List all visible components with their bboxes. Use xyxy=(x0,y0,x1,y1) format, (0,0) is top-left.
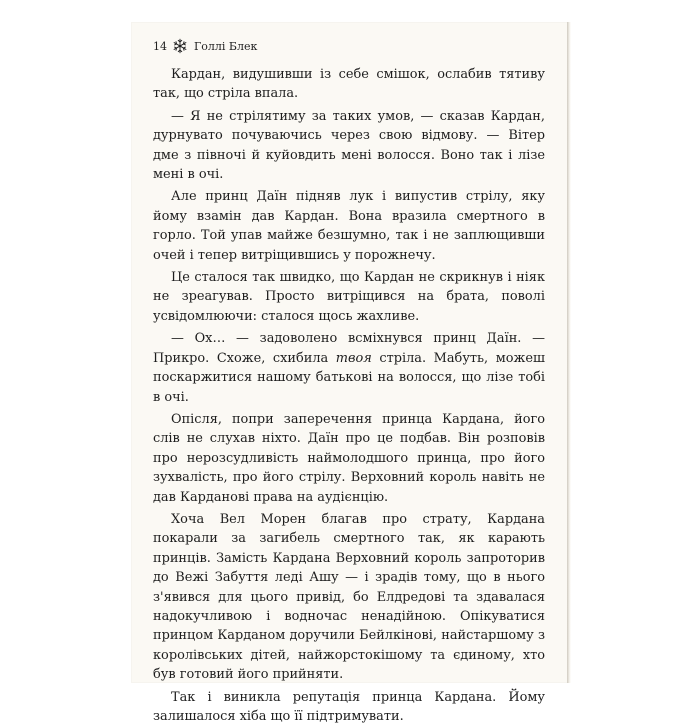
snowflake-icon xyxy=(172,38,188,54)
paragraph: Хоча Вел Морен благав про страту, Кардана покарали за загибель смертного так, як карають принців. Замість Кардана Верховний король запроторив до Вежі Забуття леді Ашу — і зрадів тому, що в нього з'явився для цього привід, бо Елдредові та здавалася надокучливою і водночас ненадійною. Опікуватися принцом Карданом доручили Бейлкінові, найстаршому з королівських дітей, найжорстокішому та єдиному, хто був готовий його прийняти. xyxy=(153,511,545,683)
paragraph-text: стріла. Мабуть, можеш поскаржитися нашому батькові на волосся, що лізе тобі в очі. xyxy=(153,350,545,405)
paragraph xyxy=(153,329,545,407)
body-text xyxy=(153,65,545,726)
paragraph: Але принц Даїн підняв лук і випустив стрілу, яку йому взамін дав Кардан. Вона вразила смертного в горло. Той упав майже безшумно, так і не заплющивши очей і тепер витріщившись у порожнечу. xyxy=(153,189,545,263)
paragraph-text: — Ох… — задоволено всміхнувся принц Даїн. — Прикро. Схоже, схибила xyxy=(153,331,545,366)
emphasized-word: твоя xyxy=(335,350,372,366)
author-name: Голлі Блек xyxy=(194,39,258,53)
paragraph: Опісля, попри заперечення принца Кардана, його слів не слухав ніхто. Даїн про це подбав. Він розповів про нерозсудливість наймолодшого принца, про його зухвалість, про його стрілу. Верховний король навіть не дав Карданові права на аудієнцію. xyxy=(153,411,545,505)
running-header xyxy=(153,37,257,55)
page-number: 14 xyxy=(153,39,167,53)
paragraph: — Я не стрілятиму за таких умов, — сказав Кардан, дурнувато почуваючись через свою відмову. — Вітер дме з півночі й куйовдить мені волосся. Воно так і лізе мені в очі. xyxy=(153,108,545,183)
paragraph: Це сталося так швидко, що Кардан не скрикнув і ніяк не зреагував. Просто витріщився на брата, поволі усвідомлюючи: сталося щось жахливе. xyxy=(153,270,545,324)
page-edge xyxy=(567,22,571,683)
paragraph: Кардан, видушивши із себе смішок, ослабив тятиву так, що стріла впала. xyxy=(153,67,545,102)
paragraph: Так і виникла репутація принца Кардана. Йому залишалося хіба що її підтримувати. xyxy=(153,689,545,724)
